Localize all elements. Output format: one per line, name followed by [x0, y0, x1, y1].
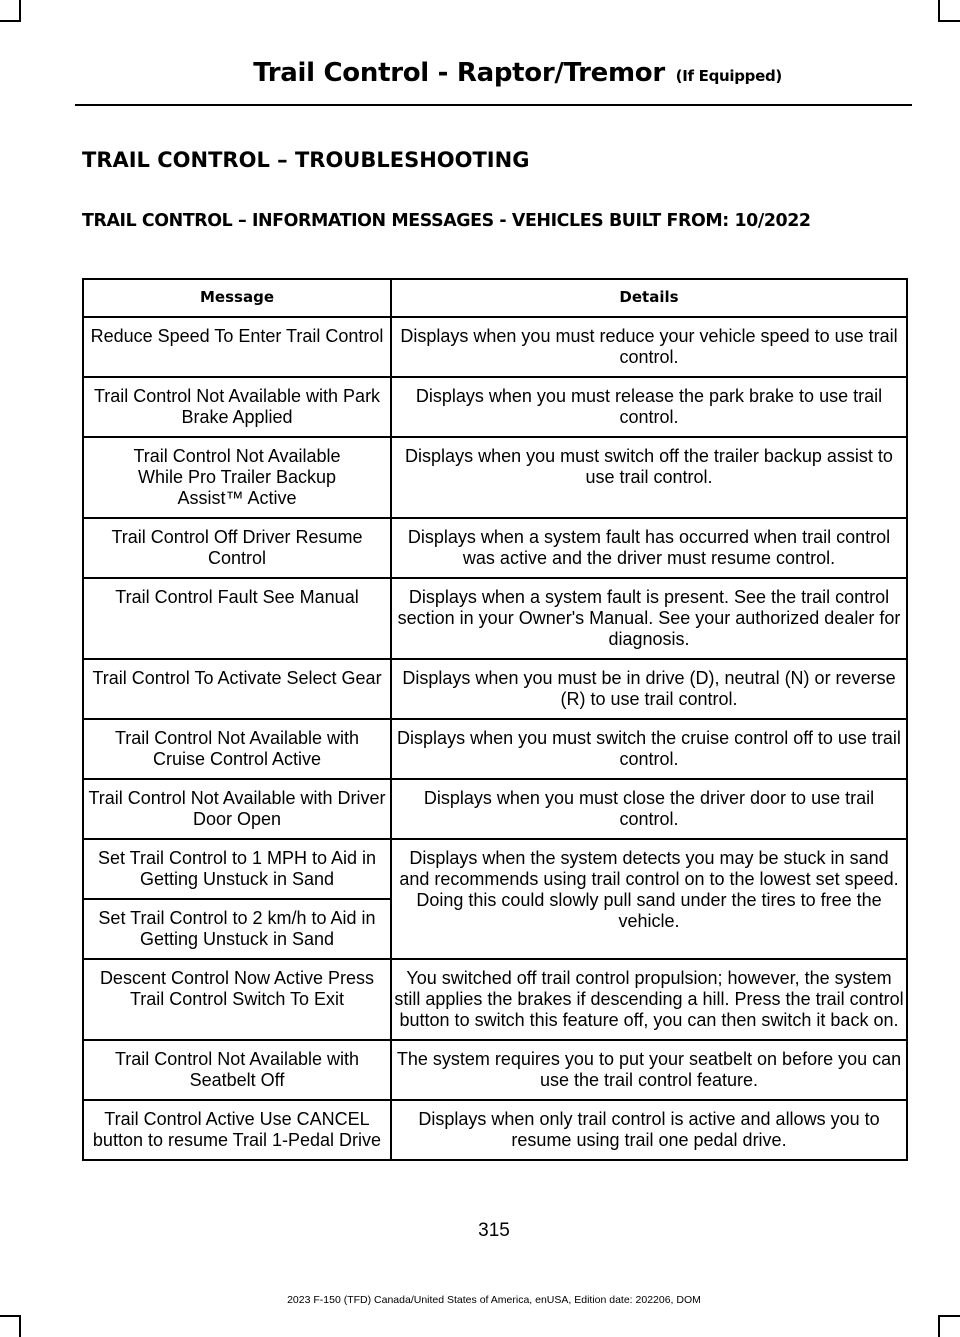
table-row — [83, 719, 907, 779]
header-rule — [75, 104, 912, 106]
details-cell: Displays when a system fault is present. See the trail control section in your Owner's Manual. See your authorized dealer for diagnosis. — [391, 578, 907, 659]
details-cell: Displays when you must switch off the trailer backup assist to use trail control. — [391, 437, 907, 518]
table-row — [83, 377, 907, 437]
message-cell: Trail Control To Activate Select Gear — [83, 659, 391, 719]
section-title: TRAIL CONTROL – TROUBLESHOOTING — [82, 148, 530, 172]
details-cell: Displays when you must release the park brake to use trail control. — [391, 377, 907, 437]
crop-mark — [19, 0, 21, 22]
details-cell: Displays when the system detects you may be stuck in sand and recommends using trail control on to the lowest set speed. Doing this could slowly pull sand under the tires to free the vehicle. — [391, 839, 907, 959]
table-row — [83, 839, 907, 899]
crop-mark — [0, 20, 21, 22]
message-cell: Trail Control Not Available with Park Brake Applied — [83, 377, 391, 437]
table-row — [83, 1100, 907, 1160]
header-qualifier: (If Equipped) — [675, 67, 782, 85]
message-cell: Set Trail Control to 1 MPH to Aid in Getting Unstuck in Sand — [83, 839, 391, 899]
crop-mark — [938, 1315, 960, 1317]
message-cell: Trail Control Not Available While Pro Trailer Backup Assist™ Active — [83, 437, 391, 518]
page-header — [253, 58, 782, 88]
message-cell: Trail Control Fault See Manual — [83, 578, 391, 659]
header-title: Trail Control - Raptor/Tremor — [253, 58, 665, 88]
table-row — [83, 578, 907, 659]
message-cell: Trail Control Not Available with Driver Door Open — [83, 779, 391, 839]
details-cell: The system requires you to put your seatbelt on before you can use the trail control feature. — [391, 1040, 907, 1100]
table-row — [83, 317, 907, 377]
crop-mark — [938, 1315, 940, 1337]
crop-mark — [0, 1315, 21, 1317]
messages-table — [82, 278, 908, 1161]
table-row — [83, 1040, 907, 1100]
details-cell: Displays when only trail control is active and allows you to resume using trail one pedal drive. — [391, 1100, 907, 1160]
details-cell: Displays when a system fault has occurred when trail control was active and the driver must resume control. — [391, 518, 907, 578]
header-message: Message — [83, 279, 391, 317]
crop-mark — [938, 20, 960, 22]
details-cell: Displays when you must switch the cruise control off to use trail control. — [391, 719, 907, 779]
header-details: Details — [391, 279, 907, 317]
table-row — [83, 959, 907, 1040]
footer-edition: 2023 F-150 (TFD) Canada/United States of America, enUSA, Edition date: 202206, DOM — [287, 1294, 701, 1306]
table-row — [83, 659, 907, 719]
message-cell: Trail Control Not Available with Seatbelt Off — [83, 1040, 391, 1100]
details-cell: Displays when you must close the driver door to use trail control. — [391, 779, 907, 839]
crop-mark — [19, 1315, 21, 1337]
message-cell: Set Trail Control to 2 km/h to Aid in Getting Unstuck in Sand — [83, 899, 391, 959]
subsection-title: TRAIL CONTROL – INFORMATION MESSAGES - VEHICLES BUILT FROM: 10/2022 — [82, 211, 811, 231]
table-row — [83, 518, 907, 578]
message-cell: Trail Control Off Driver Resume Control — [83, 518, 391, 578]
table-row — [83, 779, 907, 839]
table-row — [83, 437, 907, 518]
message-cell: Descent Control Now Active Press Trail Control Switch To Exit — [83, 959, 391, 1040]
details-cell: You switched off trail control propulsion; however, the system still applies the brakes if descending a hill. Press the trail control button to switch this feature off, you can then switch it back on. — [391, 959, 907, 1040]
message-cell: Trail Control Not Available with Cruise Control Active — [83, 719, 391, 779]
details-cell: Displays when you must reduce your vehicle speed to use trail control. — [391, 317, 907, 377]
page-number: 315 — [478, 1220, 510, 1241]
table-header-row — [83, 279, 907, 317]
details-cell: Displays when you must be in drive (D), neutral (N) or reverse (R) to use trail control. — [391, 659, 907, 719]
crop-mark — [938, 0, 940, 22]
message-cell: Reduce Speed To Enter Trail Control — [83, 317, 391, 377]
message-cell: Trail Control Active Use CANCEL button to resume Trail 1-Pedal Drive — [83, 1100, 391, 1160]
